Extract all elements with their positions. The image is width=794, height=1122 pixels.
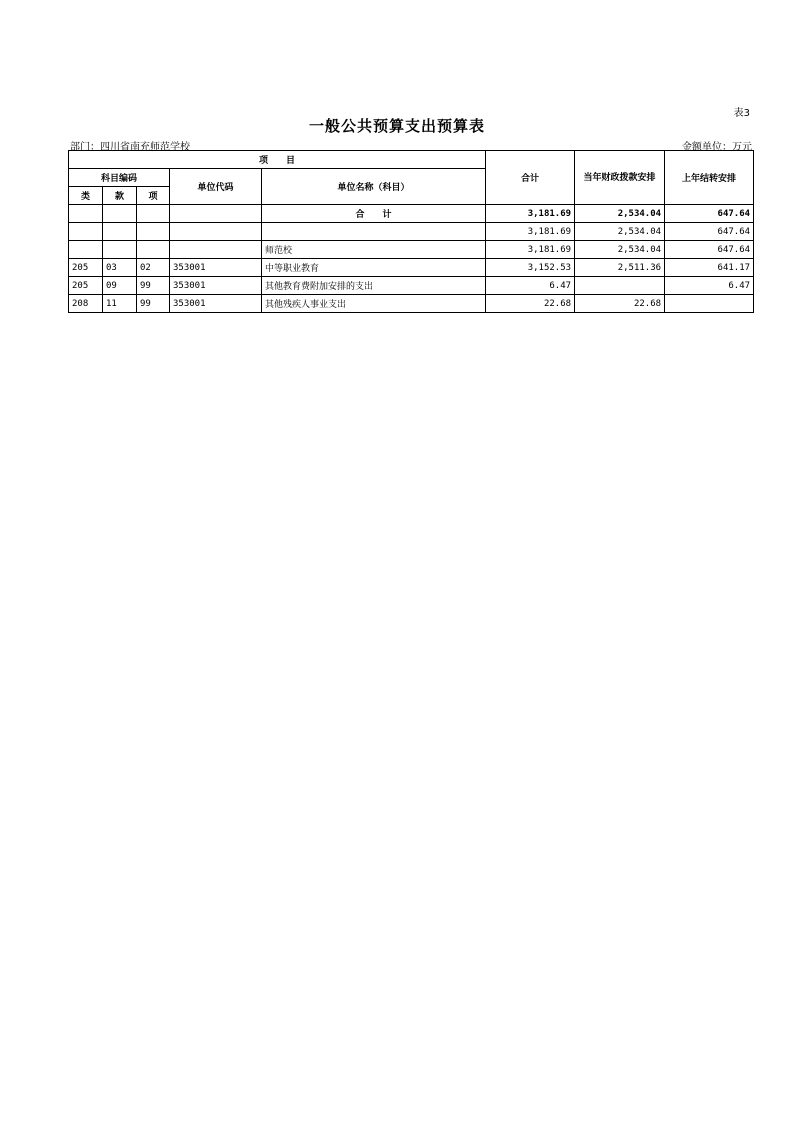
kuan-header: 款	[103, 187, 137, 205]
xiang-cell	[137, 241, 170, 259]
unit-code-cell	[170, 241, 262, 259]
kuan-cell	[103, 241, 137, 259]
unit-name-cell: 中等职业教育	[262, 259, 486, 277]
unit-name-cell	[262, 223, 486, 241]
current-year-cell: 2,511.36	[575, 259, 665, 277]
total-cell: 3,181.69	[486, 223, 575, 241]
xiang-cell: 99	[137, 295, 170, 313]
unit-code-cell	[170, 223, 262, 241]
unit-name-cell: 其他教育费附加安排的支出	[262, 277, 486, 295]
amount-unit-label: 金额单位：万元	[682, 142, 752, 153]
unit-code-cell: 353001	[170, 277, 262, 295]
total-cell: 6.47	[486, 277, 575, 295]
lei-cell	[69, 241, 103, 259]
last-year-cell: 647.64	[665, 223, 754, 241]
last-year-header: 上年结转安排	[665, 151, 754, 205]
total-last-year: 647.64	[665, 205, 754, 223]
budget-table	[68, 150, 754, 313]
table-cell	[69, 205, 103, 223]
total-cell: 22.68	[486, 295, 575, 313]
unit-code-cell: 353001	[170, 295, 262, 313]
current-year-cell: 2,534.04	[575, 223, 665, 241]
total-label: 合 计	[262, 205, 486, 223]
kuan-cell: 09	[103, 277, 137, 295]
xiang-cell	[137, 223, 170, 241]
table-row	[69, 277, 754, 295]
total-current-year: 2,534.04	[575, 205, 665, 223]
lei-cell: 205	[69, 277, 103, 295]
table-row	[69, 295, 754, 313]
unit-name-header: 单位名称（科目）	[262, 169, 486, 205]
unit-name-cell: 其他残疾人事业支出	[262, 295, 486, 313]
total-cell: 3,152.53	[486, 259, 575, 277]
total-amount: 3,181.69	[486, 205, 575, 223]
lei-cell: 205	[69, 259, 103, 277]
unit-code-header: 单位代码	[170, 169, 262, 205]
kuan-cell: 11	[103, 295, 137, 313]
lei-header: 类	[69, 187, 103, 205]
unit-code-cell: 353001	[170, 259, 262, 277]
xiang-cell: 99	[137, 277, 170, 295]
table-cell	[137, 205, 170, 223]
kuan-cell: 03	[103, 259, 137, 277]
last-year-cell: 641.17	[665, 259, 754, 277]
unit-name-cell: 师范校	[262, 241, 486, 259]
current-year-cell	[575, 277, 665, 295]
table-row	[69, 241, 754, 259]
project-header: 项 目	[69, 151, 486, 169]
lei-cell: 208	[69, 295, 103, 313]
page-title: 一般公共预算支出预算表	[308, 117, 485, 135]
table-row	[69, 223, 754, 241]
table-cell	[170, 205, 262, 223]
last-year-cell: 6.47	[665, 277, 754, 295]
total-header: 合计	[486, 151, 575, 205]
table-cell	[103, 205, 137, 223]
last-year-cell	[665, 295, 754, 313]
table-number-label: 表3	[733, 108, 750, 119]
xiang-header: 项	[137, 187, 170, 205]
xiang-cell: 02	[137, 259, 170, 277]
lei-cell	[69, 223, 103, 241]
department-label: 部门：四川省南充师范学校	[70, 142, 190, 153]
subject-code-header: 科目编码	[69, 169, 170, 187]
total-row	[69, 205, 754, 223]
table-row	[69, 259, 754, 277]
last-year-cell: 647.64	[665, 241, 754, 259]
kuan-cell	[103, 223, 137, 241]
current-year-cell: 22.68	[575, 295, 665, 313]
current-year-cell: 2,534.04	[575, 241, 665, 259]
current-year-header: 当年财政拨款安排	[575, 151, 665, 205]
total-cell: 3,181.69	[486, 241, 575, 259]
